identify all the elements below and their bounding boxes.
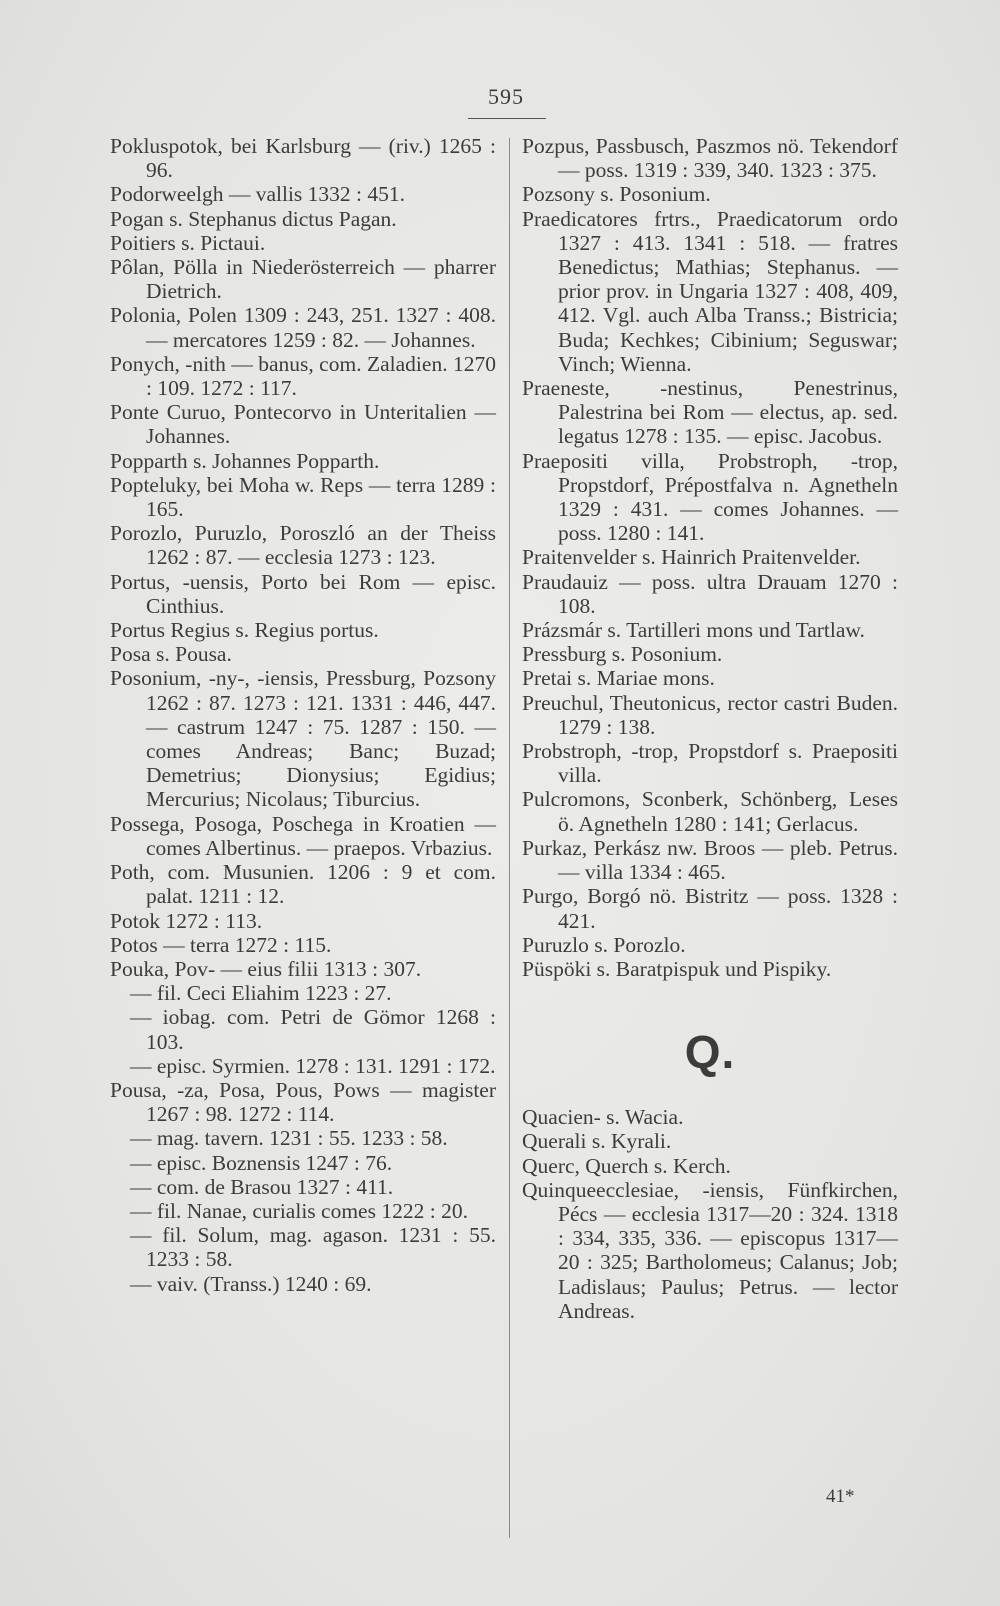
index-entry: Querali s. Kyrali. (522, 1129, 672, 1154)
right-column (522, 134, 898, 1323)
index-entry: Pogan s. Stephanus dictus Pagan. (110, 206, 397, 231)
index-entry: Pozsony s. Posonium. (522, 182, 711, 207)
index-subentry: — vaiv. (Transs.) 1240 : 69. (110, 1272, 496, 1296)
printer-signature-mark: 41* (826, 1486, 855, 1507)
section-letter-heading: Q. (684, 1026, 736, 1079)
index-entry: Posonium, -ny-, -iensis, Pressburg, Pozsony 1262 : 87. 1273 : 121. 1331 : 446, 447. — castrum 1247 : 75. 1287 : 150. — comes Andreas; Banc; Buzad; Demetrius; Dionysius; Egidius; Mercurius; Nicolaus; Tiburcius. (110, 666, 496, 812)
index-entry: Prázsmár s. Tartilleri mons und Tartlaw. (522, 618, 865, 643)
index-entry: Portus Regius s. Regius portus. (110, 618, 379, 643)
header-rule (468, 118, 546, 119)
index-entry: Preuchul, Theutonicus, rector castri Buden. 1279 : 138. (522, 690, 898, 739)
index-subentry: — episc. Syrmien. 1278 : 131. 1291 : 172. (110, 1054, 496, 1078)
page-number: 595 (488, 84, 524, 109)
index-subentry: — com. de Brasou 1327 : 411. (110, 1175, 496, 1199)
index-entry: Pulcromons, Sconberk, Schönberg, Leses ö. Agnetheln 1280 : 141; Gerlacus. (522, 787, 898, 836)
index-entry: Praeneste, -nestinus, Penestrinus, Palestrina bei Rom — electus, ap. sed. legatus 1278 : 135. — episc. Jacobus. (522, 376, 898, 449)
column-divider (509, 138, 510, 1538)
index-entry: Possega, Posoga, Poschega in Kroatien — comes Albertinus. — praepos. Vrbazius. (110, 811, 496, 860)
index-subentry: — iobag. com. Petri de Gömor 1268 : 103. (110, 1005, 496, 1053)
index-entry: Portus, -uensis, Porto bei Rom — episc. Cinthius. (110, 569, 496, 618)
index-entry: Ponych, -nith — banus, com. Zaladien. 1270 : 109. 1272 : 117. (110, 351, 496, 401)
index-entry: Quinqueecclesiae, -iensis, Fünfkirchen, Pécs — ecclesia 1317—20 : 324. 1318 : 334, 335, 336. — episcopus 1317—20 : 325; Bartholomeus; Calanus; Job; Ladislaus; Paulus; Petrus. — lector Andreas. (522, 1177, 898, 1323)
index-entry: Potok 1272 : 113. (110, 908, 263, 933)
index-entry: Ponte Curuo, Pontecorvo in Unteritalien — Johannes. (110, 400, 496, 449)
index-entry: Poth, com. Musunien. 1206 : 9 et com. palat. 1211 : 12. (110, 860, 496, 909)
index-entry: Praedicatores frtrs., Praedicatorum ordo 1327 : 413. 1341 : 518. — fratres Benedictus; Mathias; Stephanus. — prior prov. in Ungaria 1327 : 408, 409, 412. Vgl. auch Alba Transs.; Bistricia; Buda; Kechkes; Cibinium; Seguswar; Vinch; Wienna. (522, 206, 898, 376)
index-subentry: — fil. Nanae, curialis comes 1222 : 20. (110, 1199, 496, 1223)
left-column (110, 134, 496, 1296)
index-entry: Praudauiz — poss. ultra Drauam 1270 : 108. (522, 569, 898, 618)
index-subentry: — fil. Ceci Eliahim 1223 : 27. (110, 981, 496, 1005)
index-entry: Pôlan, Pölla in Niederösterreich — pharrer Dietrich. (110, 255, 496, 304)
index-entry: Pokluspotok, bei Karlsburg — (riv.) 1265 : 96. (110, 134, 496, 183)
index-entry: Purgo, Borgó nö. Bistritz — poss. 1328 : 421. (522, 884, 898, 933)
index-entry: Quacien- s. Wacia. (522, 1105, 684, 1130)
index-subentry: — fil. Solum, mag. agason. 1231 : 55. 1233 : 58. (110, 1223, 496, 1271)
index-entry: Poitiers s. Pictaui. (110, 230, 266, 255)
index-entry: Purkaz, Perkász nw. Broos — pleb. Petrus. — villa 1334 : 465. (522, 835, 898, 885)
index-entry: Pozpus, Passbusch, Paszmos nö. Tekendorf — poss. 1319 : 339, 340. 1323 : 375. (522, 134, 898, 183)
index-entry: Pouka, Pov- — eius filii 1313 : 307. (110, 956, 422, 981)
index-subentry: — episc. Boznensis 1247 : 76. (110, 1151, 496, 1175)
index-entry: Polonia, Polen 1309 : 243, 251. 1327 : 408. — mercatores 1259 : 82. — Johannes. (110, 303, 496, 352)
index-entry: Podorweelgh — vallis 1332 : 451. (110, 182, 406, 207)
index-entry: Puruzlo s. Porozlo. (522, 932, 686, 957)
index-entry: Probstroph, -trop, Propstdorf s. Praepositi villa. (522, 739, 898, 788)
index-entry: Querc, Querch s. Kerch. (522, 1153, 731, 1178)
index-entry: Posa s. Pousa. (110, 642, 232, 667)
index-subentry: — mag. tavern. 1231 : 55. 1233 : 58. (110, 1126, 496, 1150)
index-entry: Popparth s. Johannes Popparth. (110, 448, 380, 473)
index-entry: Potos — terra 1272 : 115. (110, 932, 332, 957)
index-entry: Popteluky, bei Moha w. Reps — terra 1289 : 165. (110, 472, 496, 522)
index-entry: Pousa, -za, Posa, Pous, Pows — magister 1267 : 98. 1272 : 114. (110, 1077, 496, 1127)
index-entry: Pressburg s. Posonium. (522, 642, 723, 667)
index-entry: Praepositi villa, Probstroph, -trop, Propstdorf, Prépostfalva n. Agnetheln 1329 : 431. — comes Johannes. — poss. 1280 : 141. (522, 448, 898, 546)
index-entry: Porozlo, Puruzlo, Poroszló an der Theiss 1262 : 87. — ecclesia 1273 : 123. (110, 521, 496, 570)
index-entry: Praitenvelder s. Hainrich Praitenvelder. (522, 545, 861, 570)
index-entry: Püspöki s. Baratpispuk und Pispiky. (522, 956, 832, 981)
left-entries (110, 134, 496, 1296)
index-entry: Pretai s. Mariae mons. (522, 666, 715, 691)
